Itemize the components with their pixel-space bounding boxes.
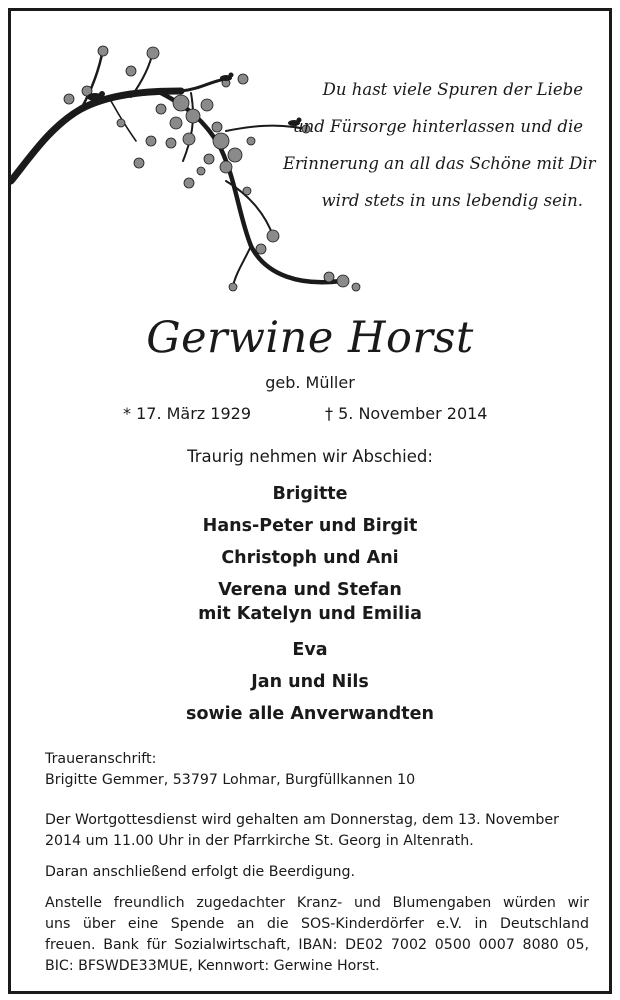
donation-line: freuen. Bank für Sozialwirtschaft, IBAN: DE02 7002 0500 0007 8080 05, <box>45 937 589 953</box>
born-name: geb. Müller <box>265 373 355 392</box>
mourner-list <box>11 478 609 730</box>
donation-line: uns über eine Spende an die SOS-Kinderdörfer e.V. in Deutschland <box>45 916 589 932</box>
mourning-intro: Traurig nehmen wir Abschied: <box>187 447 433 466</box>
deceased-name: Gerwine Horst <box>146 313 474 363</box>
poem-line: Erinnerung an all das Schöne mit Dir <box>283 154 596 173</box>
birth-date: * 17. März 1929 <box>123 404 252 423</box>
address-label: Traueranschrift: <box>45 751 157 767</box>
obituary-notice <box>8 8 612 994</box>
donation-line: BIC: BFSWDE33MUE, Kennwort: Gerwine Horst. <box>45 958 380 974</box>
donation-line: Anstelle freundlich zugedachter Kranz- und Blumengaben würden wir <box>45 895 589 911</box>
poem-line: und Fürsorge hinterlassen und die <box>292 117 583 136</box>
mourning-address <box>45 749 589 791</box>
service-line: 2014 um 11.00 Uhr in der Pfarrkirche St. Georg in Altenrath. <box>45 833 474 849</box>
address-line: Brigitte Gemmer, 53797 Lohmar, Burgfüllkannen 10 <box>45 772 416 788</box>
donation-info <box>45 893 589 977</box>
poem-line: wird stets in uns lebendig sein. <box>321 191 583 210</box>
mourner-name: Verena und Stefan <box>218 580 402 600</box>
memorial-poem <box>283 71 596 219</box>
poem-line: Du hast viele Spuren der Liebe <box>322 80 583 99</box>
mourner-name: Hans-Peter und Birgit <box>202 516 418 536</box>
mourner-name: Eva <box>292 640 328 660</box>
mourner-name: sowie alle Anverwandten <box>186 704 434 724</box>
mourner-name: Christoph und Ani <box>221 548 399 568</box>
service-line: Der Wortgottesdienst wird gehalten am Donnerstag, dem 13. November <box>45 812 559 828</box>
mourner-name: Jan und Nils <box>251 672 369 692</box>
mourner-name: mit Katelyn und Emilia <box>198 604 422 624</box>
burial-info: Daran anschließend erfolgt die Beerdigung. <box>45 864 355 880</box>
death-date: † 5. November 2014 <box>325 404 488 423</box>
service-info <box>45 810 589 852</box>
mourner-name-group <box>11 574 609 634</box>
mourner-name: Brigitte <box>272 484 348 504</box>
